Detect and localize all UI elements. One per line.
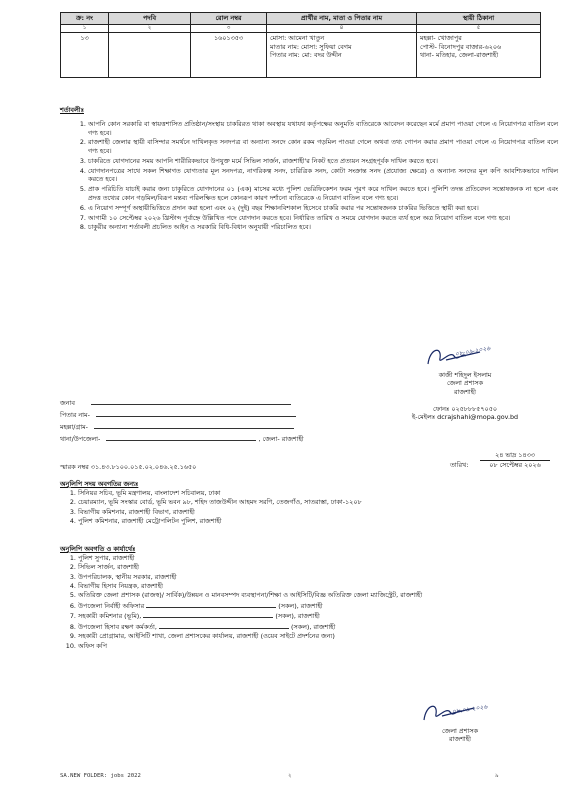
column-number: ৩ — [191, 24, 267, 32]
recipient-name-line — [60, 398, 310, 408]
officer-email: ই-মেইলঃ dcrajshahi@mopa.gov.bd — [411, 413, 519, 422]
blank-line — [91, 398, 291, 405]
term-item: 5. প্রাক পরিচিতি যাচাই করার জন্য চাকুরিতে যোগদানের ০১ (এক) মাসের মধ্যে পুলিশ ভেরিফিকেশন ফরম পূরণ করে দাখিল করতে হবে। পুলিশি তদন্ত প্রতিবেদন সন্তোষজনক না হলে এবং প্রদত্ত তথ্যের কোন গড়মিল/বিরূপ মন্তব্য পরিলক্ষিত হলে কোনরূপ কারণ দর্শানো ব্যতিরেকে এ নিয়োগ বাতিল বলে গণ্য হবে। — [88, 185, 558, 202]
blank-line — [159, 622, 289, 629]
signature-block — [395, 342, 535, 422]
table-header-row — [61, 13, 541, 25]
table-header: প্রার্থীর নাম, মাতা ও পিতার নাম — [267, 13, 417, 25]
officer-designation: জেলা প্রশাসক — [446, 379, 484, 388]
recipient-thana-line — [60, 434, 380, 444]
list-item — [78, 601, 540, 611]
officer-place: রাজশাহী — [454, 387, 476, 396]
table-header: রোল নম্বর — [191, 13, 267, 25]
address-line: পোস্ট- বিনোদপুর বাজার-৬২০৬ — [420, 42, 502, 51]
list-item: 2. চেয়ারম্যান, ভূমি সংস্কার বোর্ড, ভূমি ভবন ৯৮, শহিদ তাজউদ্দীন আহমদ সরণি, তেজগাঁও, সাতরাস্তা, ঢাকা-১২০৮ — [78, 498, 530, 507]
list-item-text: উপজেলা নির্বাহী অফিসার — [78, 601, 145, 610]
date-english: ০৮ সেপ্টেম্বর ২০২৬ — [489, 460, 541, 469]
mother-name: মাতার নাম: মোসা: সুফিয়া বেগম — [270, 42, 352, 51]
address-cell — [417, 33, 541, 78]
blank-line — [146, 601, 276, 608]
copies-info-section — [60, 480, 530, 526]
term-item: 2. রাজশাহী জেলার স্থায়ী বাসিন্দার সমর্থনে দাখিলকৃত সনদপত্র বা অন্যান্য সনদে কোন রকম গড়মিল পাওয়া গেলে অথবা তথ্য গোপন করার প্রমাণ পাওয়া গেলে এ নিয়োগপত্র বাতিল বলে গণ্য হবে। — [88, 138, 558, 155]
term-item: 6. এ নিয়োগ সম্পূর্ণ অস্থায়ীভিত্তিতে প্রদান করা হলো এবং ০২ (দুই) বছর শিক্ষানবিশকাল হিসেবে চাকরি করার পর সন্তোষজনক চাকরির ভিত্তিতে স্থায়ী করা হবে। — [88, 204, 558, 213]
list-item-suffix: (সকল), রাজশাহী — [278, 601, 323, 610]
list-item: 10. অফিস কপি — [78, 642, 540, 651]
blank-line — [96, 410, 296, 417]
signature-date: ০৮-০৯-২০২৬ — [454, 344, 491, 359]
table-header: পদবি — [109, 13, 191, 25]
table-header: ক্র: নং — [61, 13, 109, 25]
blank-line — [94, 422, 294, 429]
column-number: ৪ — [267, 24, 417, 32]
terms-heading: শর্তাবলীঃ — [60, 106, 84, 114]
copies-action-heading: অনুলিপি অবগতি ও কার্যার্থেঃ — [60, 545, 136, 553]
date-bangla: ২৪ ভাদ্র ১৪৩৩ — [480, 451, 550, 461]
recipient-label: থানা/উপজেলা- — [60, 435, 101, 443]
roll-cell: ১৬০১৩৫৩ — [191, 33, 267, 78]
name-cell — [267, 33, 417, 78]
memo-date-label: তারিখ: — [450, 461, 469, 469]
list-item: 4. বিভাগীয় হিসাব নিয়ন্ত্রক, রাজশাহী — [78, 582, 540, 591]
signature-block-2 — [400, 700, 520, 744]
recipient-label: মহল্লা/গ্রাম- — [60, 423, 88, 431]
list-item: 5. অতিরিক্ত জেলা প্রশাসক (রাজস্ব)/ সার্বিক)/উন্নয়ন ও মানবসম্পদ ব্যবস্থাপনা/শিক্ষা ও আইসিটি/বিজ্ঞ অতিরিক্ত জেলা ম্যাজিস্ট্রেট, রাজশাহী — [78, 591, 540, 600]
term-item: 3. চাকরিতে যোগদানের সময় আপনি শারীরিকভাবে উপযুক্ত মর্মে সিভিল সার্জন, রাজশাহী'র নিকট হতে প্রত্যয়ন সংগ্রহপূর্বক দাখিল করতে হবে। — [88, 157, 558, 166]
list-item-text: উপজেলা হিসাব রক্ষণ কর্মকর্তা, — [78, 622, 157, 631]
serial-cell: ১৩ — [61, 33, 109, 78]
officer-phone: ফোনঃ ০২৫৮৮৮৫৭০৫০ — [432, 404, 498, 413]
column-number-row — [61, 24, 541, 32]
footer-path: SA.NEW FOLDER: jobs 2022 — [60, 773, 141, 779]
officer-place: রাজশাহী — [449, 735, 471, 744]
copies-info-heading: অনুলিপি সদয় অবগতির জন্যঃ — [60, 480, 139, 488]
terms-list — [62, 120, 558, 233]
blank-line — [106, 434, 256, 441]
copies-action-list — [60, 554, 540, 651]
table-row — [61, 33, 541, 78]
officer-name: কাজী শহিদুল ইসলাম — [438, 370, 492, 379]
blank-line — [143, 611, 273, 618]
list-item: 1. পুলিশ সুপার, রাজশাহী — [78, 554, 540, 563]
copies-action-section — [60, 545, 540, 651]
page-number: ২ — [288, 773, 292, 779]
table-header: স্থায়ী ঠিকানা — [417, 13, 541, 25]
officer-designation: জেলা প্রশাসক — [441, 726, 479, 735]
list-item-suffix: (সকল), রাজশাহী — [290, 622, 336, 631]
term-item: 4. যোগদানপত্রের সাথে সকল শিক্ষাগত যোগ্যতার মূল সনদপত্র, নাগরিকত্ব সনদ, চারিত্রিক সনদ, কোটা সংক্রান্ত সনদ (প্রযোজ্য ক্ষেত্রে) ও অন্যান্য সনদের মূল কপি আবশ্যিকভাবে দাখিল করতে হবে। — [88, 167, 558, 184]
recipient-label: জনাব — [60, 399, 75, 407]
recipient-father-line — [60, 410, 310, 420]
recipient-label: পিতার নাম- — [60, 411, 90, 419]
memo-date — [480, 451, 550, 469]
column-number: ৫ — [417, 24, 541, 32]
list-item: 3. উপপরিচালক, স্থানীয় সরকার, রাজশাহী — [78, 573, 540, 582]
memo-number: স্মারক নম্বর ৩১.৪৩.৮১০০.০১৫.০২.০৪৬.২৫.১৬৫০ — [60, 463, 197, 471]
copies-info-list — [60, 489, 530, 526]
candidate-table — [60, 12, 541, 78]
column-number: ২ — [109, 24, 191, 32]
list-item-text: সহকারী কমিশনার (ভূমি), — [78, 612, 142, 621]
list-item — [78, 622, 540, 632]
list-item: 4. পুলিশ কমিশনার, রাজশাহী মেট্রোপলিটন পুলিশ, রাজশাহী — [78, 517, 530, 526]
list-item — [78, 611, 540, 621]
list-item: 1. সিনিয়র সচিব, ভূমি মন্ত্রণালয়, বাংলাদেশ সচিবালয়, ঢাকা — [78, 489, 530, 498]
recipient-district: , জেলা- রাজশাহী — [258, 435, 304, 443]
list-item-suffix: (সকল), রাজশাহী — [275, 612, 320, 621]
term-item: 8. চাকুরীর অন্যান্য শর্তাবলী প্রচলিত আইন ও সরকারি বিধি-বিধান অনুযায়ী পরিচালিত হবে। — [88, 223, 558, 232]
post-cell — [109, 33, 191, 78]
list-item: 2. সিভিল সার্জন, রাজশাহী — [78, 563, 540, 572]
father-name: পিতার নাম: মো: বদর উদ্দীন — [270, 51, 342, 60]
term-item: 1. আপনি কোন সরকারি বা স্বায়ত্তশাসিত প্রতিষ্ঠান/সংস্থায় চাকরিরত থাকা অবস্থায় যথাযথ কর্তৃপক্ষের অনুমতি ব্যতিরেকে আবেদন করেছেন মর্মে প্রমাণ পাওয়া গেলে এ নিয়োগপত্র বাতিল বলে গণ্য হবে। — [88, 120, 558, 137]
address-line: থানা- মতিহার, জেলা-রাজশাহী — [420, 51, 499, 60]
term-item: 7. আগামী ১০ সেপ্টেম্বর ২০২৬ খ্রিস্টাব্দ পূর্বাহ্নে উল্লিখিত পদে যোগদান করতে হবে। নির্ধারিত তারিখ ও সময়ে যোগদান করতে ব্যর্থ হলে অত্র নিয়োগ বাতিল বলে গণ্য হবে। — [88, 214, 558, 223]
recipient-village-line — [60, 422, 310, 432]
signature-date: ০৮-০৯-২০২৬ — [451, 703, 488, 716]
list-item: 9. সহকারী প্রোগ্রামার, আইসিটি শাখা, জেলা প্রশাসকের কার্যালয়, রাজশাহী (ওয়েব সাইটে প্রদর্শনের জন্য) — [78, 632, 540, 641]
candidate-name: মোসা: আমেনা খাতুন — [270, 34, 325, 43]
list-item: 3. বিভাগীয় কমিশনার, রাজশাহী বিভাগ, রাজশাহী — [78, 508, 530, 517]
address-line: মহল্লা- খোজাপুর — [420, 34, 462, 43]
column-number: ১ — [61, 24, 109, 32]
page-mark: ৯ — [495, 773, 499, 779]
